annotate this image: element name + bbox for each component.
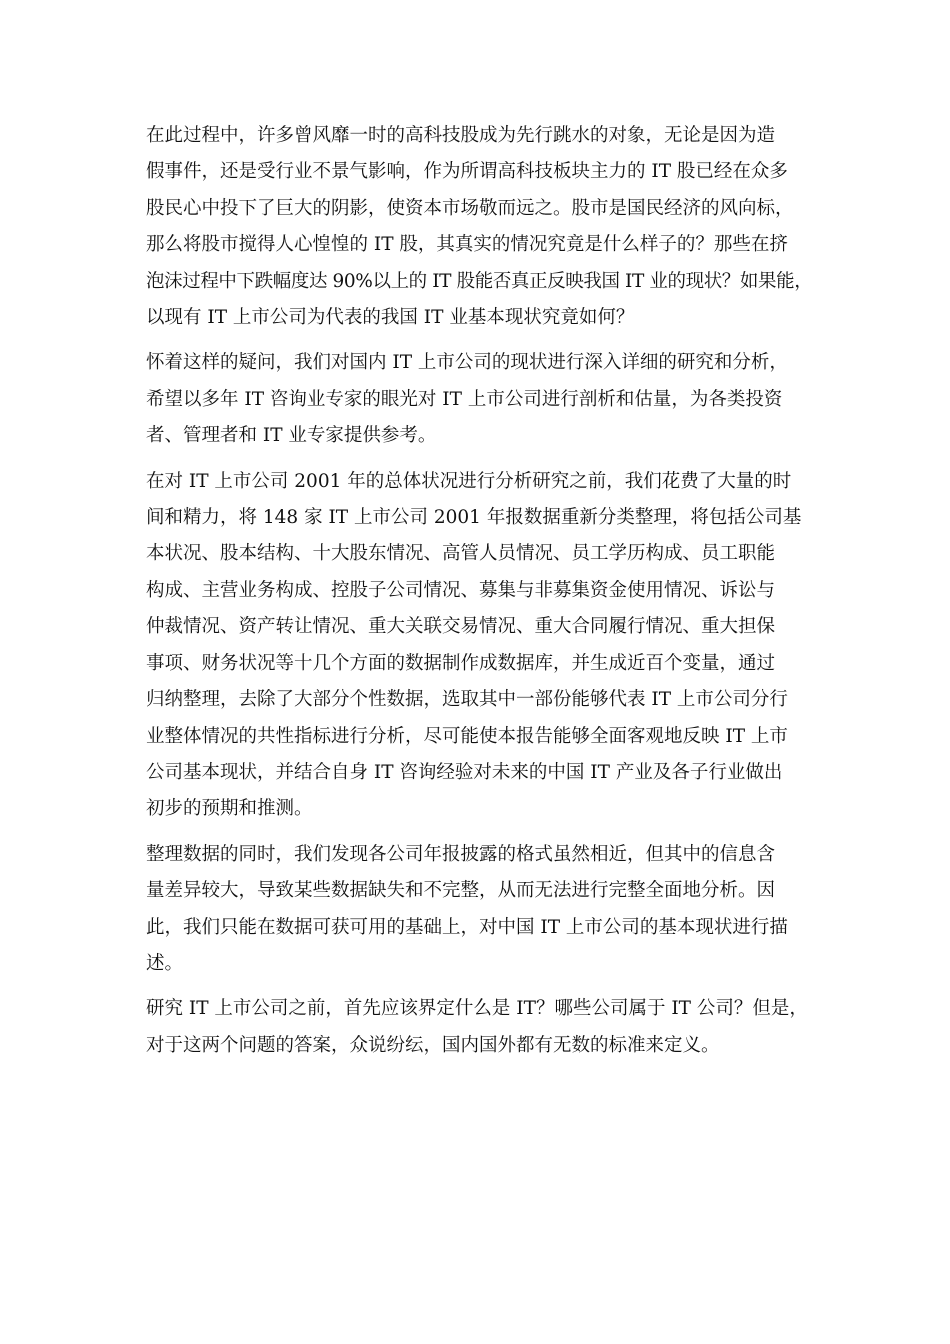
text-line: 初步的预期和推测。 — [146, 798, 313, 820]
paragraph-1 — [146, 118, 812, 336]
text-line: 事项、财务状况等十几个方面的数据制作成数据库，并生成近百个变量，通过 — [146, 652, 776, 674]
text-line: 此，我们只能在数据可获可用的基础上，对中国 IT 上市公司的基本现状进行描 — [146, 916, 788, 938]
text-line: 量差异较大，导致某些数据缺失和不完整，从而无法进行完整全面地分析。因 — [146, 880, 776, 902]
paragraph-3 — [146, 464, 812, 828]
text-line: 泡沫过程中下跌幅度达 90%以上的 IT 股能否真正反映我国 IT 业的现状？如果能， — [146, 270, 813, 292]
text-line: 那么将股市搅得人心惶惶的 IT 股，其真实的情况究竟是什么样子的？那些在挤 — [146, 234, 788, 256]
text-line: 研究 IT 上市公司之前，首先应该界定什么是 IT？哪些公司属于 IT 公司？但是， — [146, 998, 808, 1020]
text-line: 本状况、股本结构、十大股东情况、高管人员情况、员工学历构成、员工职能 — [146, 543, 776, 565]
text-line: 股民心中投下了巨大的阴影，使资本市场敬而远之。股市是国民经济的风向标， — [146, 197, 794, 219]
document-body — [146, 118, 812, 1073]
text-line: 公司基本现状，并结合自身 IT 咨询经验对未来的中国 IT 产业及各子行业做出 — [146, 761, 783, 783]
text-line: 仲裁情况、资产转让情况、重大关联交易情况、重大合同履行情况、重大担保 — [146, 616, 776, 638]
text-line: 间和精力，将 148 家 IT 上市公司 2001 年报数据重新分类整理，将包括公司基 — [146, 507, 802, 529]
text-line: 假事件，还是受行业不景气影响，作为所谓高科技板块主力的 IT 股已经在众多 — [146, 161, 788, 183]
text-line: 整理数据的同时，我们发现各公司年报披露的格式虽然相近，但其中的信息含 — [146, 843, 776, 865]
text-line: 在此过程中，许多曾风靡一时的高科技股成为先行跳水的对象，无论是因为造 — [146, 125, 776, 146]
text-line: 以现有 IT 上市公司为代表的我国 IT 业基本现状究竟如何？ — [146, 307, 635, 329]
text-line: 述。 — [146, 952, 184, 974]
text-line: 希望以多年 IT 咨询业专家的眼光对 IT 上市公司进行剖析和估量，为各类投资 — [146, 388, 783, 410]
paragraph-4 — [146, 837, 812, 983]
paragraph-5 — [146, 991, 812, 1064]
text-line: 怀着这样的疑问，我们对国内 IT 上市公司的现状进行深入详细的研究和分析， — [146, 352, 788, 374]
text-line: 构成、主营业务构成、控股子公司情况、募集与非募集资金使用情况、诉讼与 — [146, 579, 776, 601]
text-line: 对于这两个问题的答案，众说纷纭，国内国外都有无数的标准来定义。 — [146, 1034, 720, 1056]
paragraph-2 — [146, 345, 812, 454]
text-line: 归纳整理，去除了大部分个性数据，选取其中一部份能够代表 IT 上市公司分行 — [146, 689, 788, 711]
text-line: 业整体情况的共性指标进行分析，尽可能使本报告能够全面客观地反映 IT 上市 — [146, 725, 788, 747]
text-line: 者、管理者和 IT 业专家提供参考。 — [146, 425, 437, 447]
text-line: 在对 IT 上市公司 2001 年的总体状况进行分析研究之前，我们花费了大量的时 — [146, 470, 792, 492]
